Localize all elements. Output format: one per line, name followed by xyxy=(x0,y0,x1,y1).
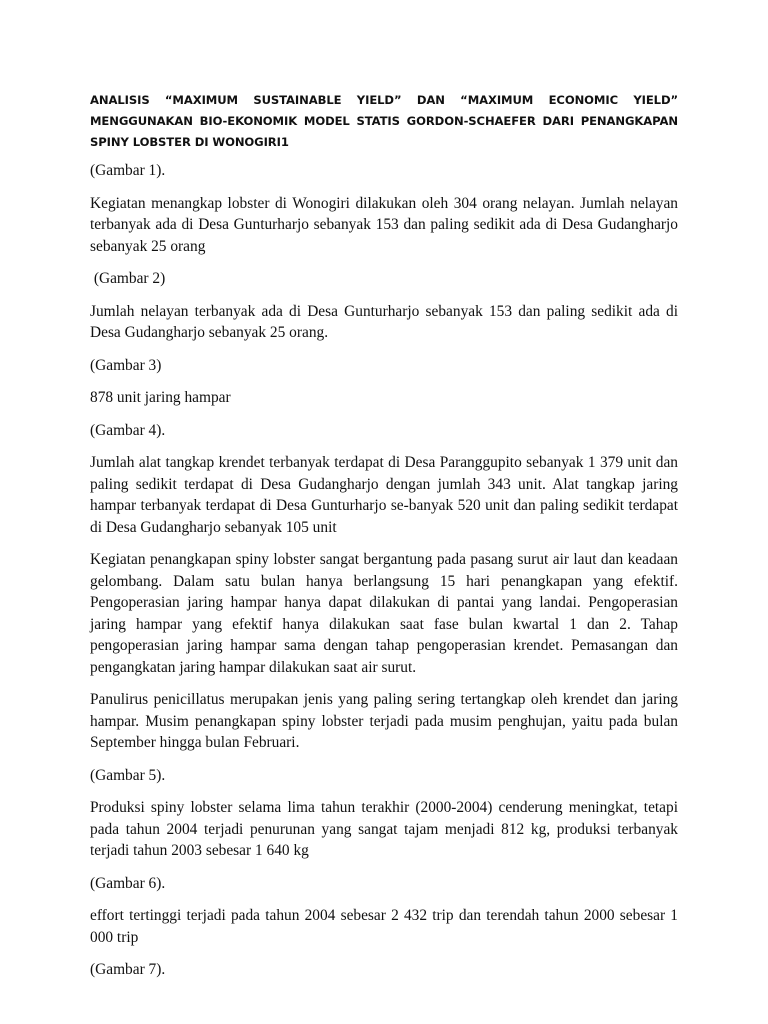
figure-caption-4: (Gambar 4). xyxy=(90,421,166,439)
figure-caption-1: (Gambar 1). xyxy=(90,162,166,179)
paragraph-fishing-gear: Jumlah alat tangkap krendet terbanyak terdapat di Desa Paranggupito sebanyak 1 379 unit dan paling sedikit terdapat di Desa Gudangharjo dengan jumlah 343 unit. Alat tangkap jaring hampar terbanyak terdapat di Desa Gunturharjo se-banyak 520 unit dan paling sedikit terdapat di Desa Gudangharjo sebanyak 105 unit xyxy=(90,454,678,536)
figure-caption-3: (Gambar 3) xyxy=(90,356,162,374)
paragraph-fishermen-village: Jumlah nelayan terbanyak ada di Desa Gunturharjo sebanyak 153 dan paling sedikit ada di Desa Gudangharjo sebanyak 25 orang. xyxy=(90,302,678,341)
figure-caption-6: (Gambar 6). xyxy=(90,874,166,892)
paragraph-species-season: Panulirus penicillatus merupakan jenis yang paling sering tertangkap oleh krendet dan jaring hampar. Musim penangkapan spiny lobster terjadi pada musim penghujan, yaitu pada bulan September hingga bulan Februari. xyxy=(90,691,678,751)
figure-caption-5: (Gambar 5). xyxy=(90,766,166,784)
paragraph-net-units: 878 unit jaring hampar xyxy=(90,389,231,406)
document-page xyxy=(90,90,678,992)
paragraph-fishing-activity: Kegiatan penangkapan spiny lobster sangat bergantung pada pasang surut air laut dan keadaan gelombang. Dalam satu bulan hanya berlangsung 15 hari penangkapan yang efektif. Pengoperasian jaring hampar hanya dapat dilakukan di pantai yang landai. Pengoperasian jaring hampar yang efektif hanya dilakukan saat fase bulan kwartal 1 dan 2. Tahap pengoperasian jaring hampar sama dengan tahap pengoperasian krendet. Pemasangan dan pengangkatan jaring hampar dilakukan saat air surut. xyxy=(90,551,678,676)
paragraph-production: Produksi spiny lobster selama lima tahun terakhir (2000-2004) cenderung meningkat, tetapi pada tahun 2004 terjadi penurunan yang sangat tajam menjadi 812 kg, produksi terbanyak terjadi tahun 2003 sebesar 1 640 kg xyxy=(90,799,678,859)
paragraph-fishermen-count: Kegiatan menangkap lobster di Wonogiri dilakukan oleh 304 orang nelayan. Jumlah nelayan terbanyak ada di Desa Gunturharjo sebanyak 153 dan paling sedikit ada di Desa Gudangharjo sebanyak 25 orang xyxy=(90,194,678,255)
figure-caption-7: (Gambar 7). xyxy=(90,961,166,978)
paragraph-effort: effort tertinggi terjadi pada tahun 2004 sebesar 2 432 trip dan terendah tahun 2000 sebesar 1 000 trip xyxy=(90,907,678,946)
figure-caption-2: (Gambar 2) xyxy=(90,270,166,287)
document-title: ANALISIS “MAXIMUM SUSTAINABLE YIELD” DAN “MAXIMUM ECONOMIC YIELD” MENGGUNAKAN BIO-EKONOMIK MODEL STATIS GORDON-SCHAEFER DARI PENANGKAPAN SPINY LOBSTER DI WONOGIRI1 xyxy=(90,93,678,149)
